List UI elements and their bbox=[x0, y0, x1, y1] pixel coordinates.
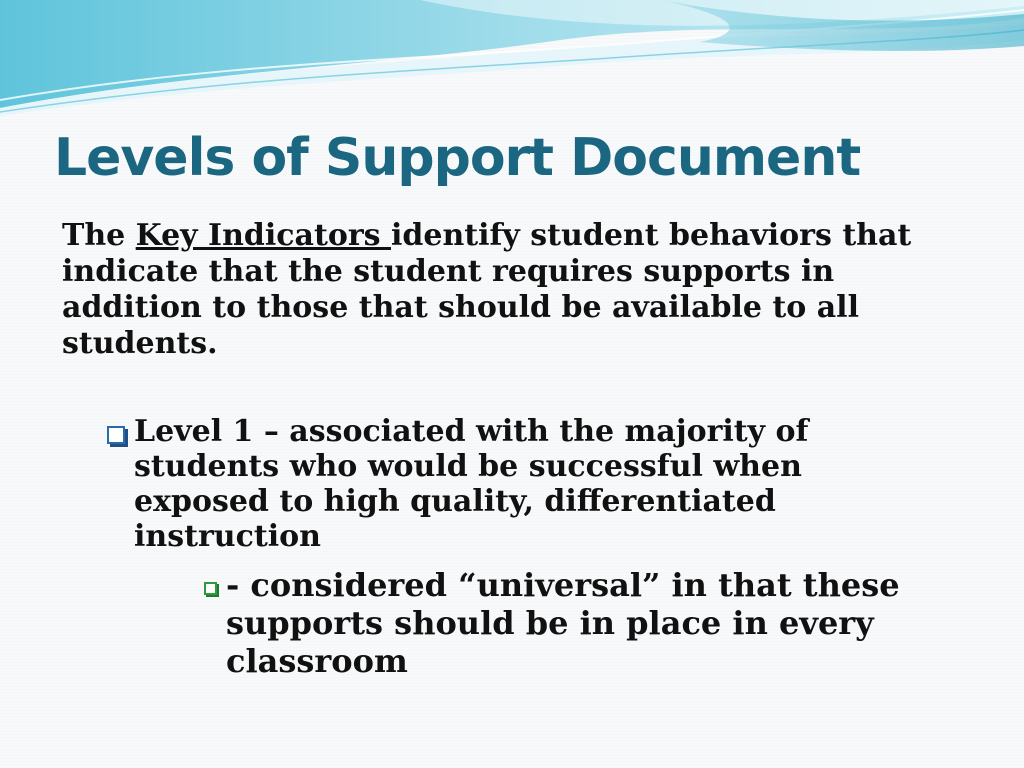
bullet-level-1-text: Level 1 – associated with the majority of students who would be successful when exposed to high quality, differentiated instruction bbox=[134, 414, 809, 554]
bullet-universal bbox=[204, 566, 924, 680]
slide-title: Levels of Support Document bbox=[54, 128, 861, 188]
key-indicators-term: Key Indicators bbox=[135, 218, 391, 253]
square-bullet-icon bbox=[204, 582, 217, 595]
intro-paragraph bbox=[62, 218, 962, 362]
intro-prefix: The bbox=[62, 218, 136, 253]
bullet-level-1 bbox=[107, 414, 847, 554]
intro-rest: identify student behaviors that indicate that the student requires supports in addition to those that should be available to all students. bbox=[62, 218, 912, 361]
header-wave-decoration bbox=[0, 0, 1024, 120]
square-bullet-icon bbox=[107, 426, 125, 444]
bullet-universal-text: - considered “universal” in that these supports should be in place in every classroom bbox=[226, 566, 900, 680]
